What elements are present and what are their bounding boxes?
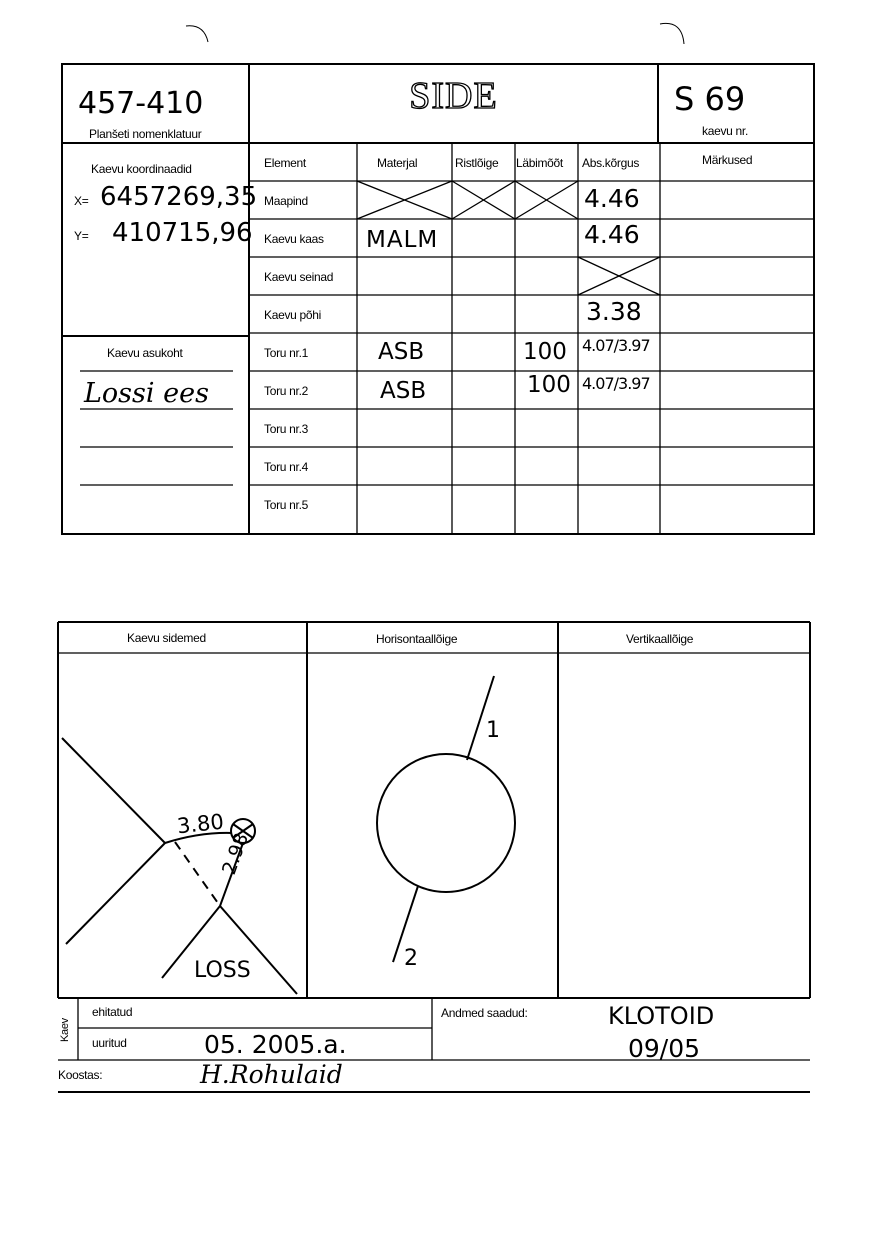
material-value: MALM: [366, 227, 439, 253]
table-row-element: Maapind: [264, 194, 308, 208]
built-label: ehitatud: [92, 1005, 133, 1019]
location-value: Lossi ees: [84, 378, 209, 409]
x-value: 6457269,35: [100, 182, 258, 212]
tie-distance-2: 2.98: [218, 830, 254, 878]
location-label: Kaevu asukoht: [107, 346, 183, 360]
diameter-value: 100: [527, 372, 571, 398]
sketch-col-title-vertical: Vertikaallõige: [626, 632, 694, 646]
col-header-notes: Märkused: [702, 153, 753, 167]
surveyed-value: 05. 2005.a.: [204, 1030, 347, 1059]
table-row-element: Toru nr.1: [264, 346, 308, 360]
table-row-element: Toru nr.5: [264, 498, 308, 512]
well-number-value: S 69: [674, 80, 746, 118]
table-row-element: Kaevu seinad: [264, 270, 334, 284]
sketch-col-title-horizontal: Horisontaallõige: [376, 632, 458, 646]
coords-label: Kaevu koordinaadid: [91, 162, 192, 176]
tie-distance-1: 3.80: [175, 809, 225, 839]
well-number-label: kaevu nr.: [702, 124, 748, 138]
pipe-2-label: 2: [404, 946, 418, 971]
col-header-material: Materjal: [377, 156, 418, 170]
y-value: 410715,96: [112, 218, 253, 248]
material-value: ASB: [378, 339, 425, 365]
table-row-element: Kaevu põhi: [264, 308, 322, 322]
table-row-element: Toru nr.2: [264, 384, 308, 398]
surveyed-label: uuritud: [92, 1036, 127, 1050]
col-header-elevation: Abs.kõrgus: [582, 156, 640, 170]
elevation-value: 4.46: [584, 184, 640, 213]
elevation-value: 4.46: [584, 220, 640, 249]
col-header-element: Element: [264, 156, 306, 170]
ties-sketch: [62, 738, 297, 994]
pipe-1-label: 1: [486, 718, 500, 743]
elevation-value: 4.07/3.97: [582, 336, 650, 355]
table-row-element: Toru nr.4: [264, 460, 308, 474]
col-header-section: Ristlõige: [455, 156, 499, 170]
table-row-element: Kaevu kaas: [264, 232, 324, 246]
y-label: Y=: [74, 229, 89, 243]
compiled-value: H.Rohulaid: [200, 1060, 343, 1089]
elevation-value: 4.07/3.97: [582, 374, 650, 393]
card-title: SIDE: [409, 75, 498, 117]
nomenclature-label: Planšeti nomenklatuur: [89, 127, 202, 141]
elevation-value: 3.38: [586, 297, 642, 326]
well-side-label: Kaev: [59, 1018, 71, 1042]
diameter-value: 100: [523, 339, 567, 365]
compiled-label: Koostas:: [58, 1068, 103, 1082]
material-value: ASB: [380, 378, 427, 404]
data-received-value: KLOTOID: [608, 1002, 715, 1030]
data-received-label: Andmed saadud:: [441, 1006, 528, 1020]
table-row-element: Toru nr.3: [264, 422, 308, 436]
sketch-col-title-ties: Kaevu sidemed: [127, 631, 206, 645]
building-label: LOSS: [194, 958, 251, 983]
data-received-date: 09/05: [628, 1034, 701, 1063]
col-header-diameter: Läbimõõt: [516, 156, 563, 170]
nomenclature-value: 457-410: [78, 86, 204, 121]
x-label: X=: [74, 194, 89, 208]
